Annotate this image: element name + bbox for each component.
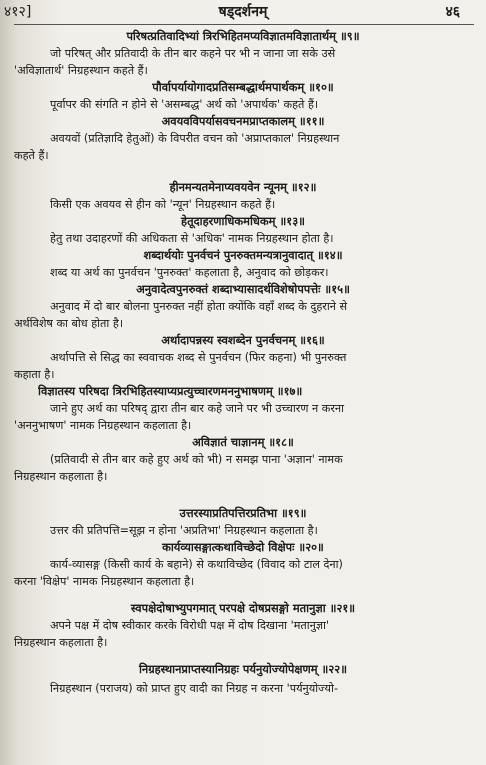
header-rule bbox=[14, 24, 474, 25]
commentary-line: अनुवाद में दो बार बोलना पुनरुक्त नहीं होता क्योंकि वहाँ शब्द के दुहराने से bbox=[50, 300, 348, 313]
sutra-heading: निग्रहस्थानप्राप्तस्यानिग्रहः पर्यनुयोज्योपेक्षणम् ॥२२॥ bbox=[138, 662, 348, 676]
commentary-line: (प्रतिवादी से तीन बार कहे हुए अर्थ को भी) न समझ पाना 'अज्ञान' नामक bbox=[50, 453, 343, 466]
commentary-line: जाने हुए अर्थ का परिषद् द्वारा तीन बार कहे जाने पर भी उच्चारण न करना bbox=[50, 402, 345, 415]
sutra-heading: अवयवविपर्यासवचनमप्राप्तकालम् ॥११॥ bbox=[161, 114, 325, 128]
commentary-line: किसी एक अवयव से हीन को 'न्यून' निग्रहस्थान कहते हैं। bbox=[50, 198, 276, 211]
commentary-line: निग्रहस्थान कहलाता है। bbox=[14, 636, 108, 649]
commentary-line: निग्रहस्थान (पराजय) को प्राप्त हुए वादी का निग्रह न करना 'पर्यनुयोज्यो- bbox=[50, 682, 338, 695]
sutra-heading: पौर्वापर्यायोगादप्रतिसम्बद्धार्थमपार्थकम् ॥१०॥ bbox=[152, 80, 334, 94]
commentary-line: करना 'विक्षेप' नामक निग्रहस्थान कहलाता है। bbox=[14, 575, 195, 588]
commentary-line: उत्तर की प्रतिपत्ति=सूझ न होना 'अप्रतिभा' निग्रहस्थान कहलाता है। bbox=[50, 524, 318, 537]
commentary-line: कार्य-व्यासङ्ग (किसी कार्य के बहाने) से कथाविच्छेद (विवाद को टाल देना) bbox=[50, 558, 343, 571]
commentary-line: निग्रहस्थान कहलाता है। bbox=[14, 470, 108, 483]
sutra-heading: शब्दार्थयोः पुनर्वचनं पुनरुक्तमन्यत्रानुवादात् ॥१४॥ bbox=[143, 248, 343, 262]
commentary-line: शब्द या अर्थ का पुनर्वचन 'पुनरुक्त' कहलाता है, अनुवाद को छोड़कर। bbox=[50, 266, 329, 279]
commentary-line: अवयवों (प्रतिज्ञादि हेतुओं) के विपरीत वचन को 'अप्राप्तकाल' निग्रहस्थान bbox=[50, 132, 340, 145]
sutra-heading: अनुवादेत्वपुनरुक्तं शब्दाभ्यासादर्थविशेषोपपत्तेः ॥१५॥ bbox=[136, 282, 350, 296]
sutra-heading: अविज्ञातं चाज्ञानम् ॥१८॥ bbox=[192, 435, 294, 449]
running-header-left: ४१२] bbox=[4, 4, 32, 20]
commentary-line: 'अविज्ञातार्थ' निग्रहस्थान कहते हैं। bbox=[14, 64, 148, 77]
commentary-line: कहाता है। bbox=[14, 368, 55, 381]
commentary-line: पूर्वापर की संगति न होने से 'असम्बद्ध' अर्थ को 'अपार्थक' कहते हैं। bbox=[50, 98, 319, 111]
sutra-heading: हीनमन्यतमेनाप्यवयवेन न्यूनम् ॥१२॥ bbox=[169, 180, 317, 194]
commentary-line: जो परिषत् और प्रतिवादी के तीन बार कहने पर भी न जाना जा सके उसे bbox=[50, 47, 336, 60]
sutra-heading: अर्थादापन्नस्य स्वशब्देन पुनर्वचनम् ॥१६॥ bbox=[161, 333, 325, 347]
commentary-line: 'अननुभाषण' नामक निग्रहस्थान कहलाता है। bbox=[14, 419, 192, 432]
commentary-line: हेतु तथा उदाहरणों की अधिकता से 'अधिक' नामक निग्रहस्थान होता है। bbox=[50, 232, 334, 245]
commentary-line: अर्थापत्ति से सिद्ध का स्ववाचक शब्द से पुनर्वचन (फिर कहना) भी पुनरुक्त bbox=[50, 351, 347, 364]
running-title: षड्दर्शनम् bbox=[218, 4, 268, 20]
commentary-line: अर्थविशेष का बोध होता है। bbox=[14, 317, 124, 330]
page-number: ४६ bbox=[445, 4, 460, 20]
commentary-line: कहते हैं। bbox=[14, 149, 49, 162]
sutra-heading: उत्तरस्याप्रतिपत्तिरप्रतिभा ॥१९॥ bbox=[179, 506, 307, 520]
sutra-heading: स्वपक्षेदोषाभ्युपगमात् परपक्षे दोषप्रसङ्गो मतानुज्ञा ॥२१॥ bbox=[130, 601, 356, 615]
sutra-heading: हेतूदाहरणाधिकमधिकम् ॥१३॥ bbox=[181, 214, 305, 228]
commentary-line: अपने पक्ष में दोष स्वीकार करके विरोधी पक्ष में दोष दिखाना 'मतानुज्ञा' bbox=[50, 619, 330, 632]
sutra-heading: कार्यव्यासङ्गात्कथाविच्छेदो विक्षेपः ॥२०॥ bbox=[162, 540, 324, 554]
sutra-heading: विज्ञातस्य परिषदा त्रिरभिहितस्याप्यप्रत्युच्चारणमननुभाषणम् ॥१७॥ bbox=[38, 384, 303, 398]
sutra-heading: परिषत्प्रतिवादिभ्यां त्रिरभिहितमप्यविज्ञातमविज्ञातार्थम् ॥९॥ bbox=[126, 29, 360, 43]
